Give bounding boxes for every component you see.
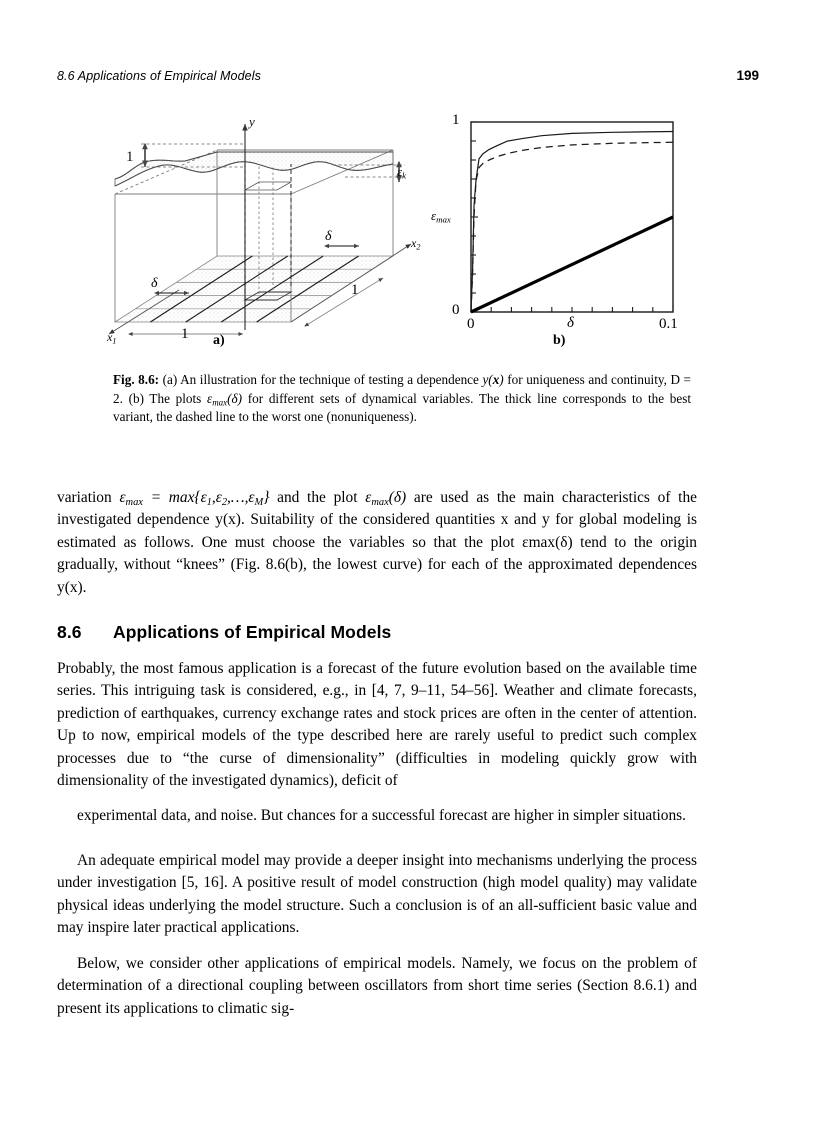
running-head [57, 68, 759, 83]
figure-caption-part-1: (a) An illustration for the technique of testing a dependence [159, 372, 483, 387]
x-tick-label-right: 0.1 [659, 316, 678, 332]
axis-label-x2: $x_2$ [411, 236, 421, 252]
y-tick-label-top: 1 [452, 112, 460, 128]
section-heading [57, 622, 697, 643]
annotation-delta-left: δ [151, 276, 158, 291]
subcaption-a: a) [213, 333, 225, 348]
y-axis-label-subscript: max [436, 214, 451, 225]
figure-caption-label: Fig. 8.6: [113, 372, 160, 387]
figure-8-6 [57, 104, 759, 354]
axis-label-x1: $x_1$ [107, 330, 117, 346]
figure-panel-b [425, 104, 715, 354]
paragraph-1-mid: and the plot [269, 489, 366, 506]
paragraph-5-block [57, 953, 697, 1020]
page-number: 199 [736, 68, 759, 83]
paragraph-2: Probably, the most famous application is a forecast of the future evolution based on the available time series. This intriguing task is considered, e.g., in [4, 7, 9–11, 54–56]. Weather and climate forecasts, prediction of earthquakes, currency exchange rates and stock prices are often in the center of attention. Up to now, empirical models of the type described here are rarely useful to predict such complex processes due to “the curse of dimensionality” (difficulties in modeling quickly grow with dimensionality of the investigated dynamics), deficit of [57, 660, 697, 790]
section-title: Applications of Empirical Models [113, 622, 392, 642]
paragraph-2-block [57, 658, 697, 792]
paragraph-4-block [57, 850, 697, 940]
figure-caption-math-yx: y(x) [482, 372, 504, 387]
x-tick-label-left: 0 [467, 316, 475, 332]
paragraph-1-lead: variation [57, 489, 120, 506]
y-tick-label-bottom: 0 [452, 302, 460, 318]
epsilon-k-subscript: k [402, 170, 407, 181]
paragraph-4: An adequate empirical model may provide a deeper insight into mechanisms underlying the process under investigation [5, 16]. A positive result of model construction (high model quality) may validate physical ideas underlying the model structure. Such a conclusion is of an all-sufficient basic value and may inspire later practical applications. [57, 852, 697, 937]
section-heading-block [57, 622, 697, 643]
paragraph-3: experimental data, and noise. But chances for a successful forecast are higher in simpler situations. [77, 807, 687, 824]
paragraph-3-block [57, 805, 697, 827]
figure-caption-part-2: for uniqueness and continuity, D = 2. (b) The plots [113, 372, 691, 406]
paragraph-1-math-2: $\varepsilon_{max}(\delta)$ [365, 489, 407, 508]
subcaption-b: b) [553, 333, 566, 348]
y-axis-label: $\varepsilon_{max}$ [431, 208, 451, 225]
figure-caption-math-epsdelta: $\varepsilon_{max}(\delta)$ [206, 390, 243, 408]
running-head-title: 8.6 Applications of Empirical Models [57, 69, 261, 83]
x-axis-label: δ [567, 315, 574, 331]
annotation-delta-right: δ [325, 229, 332, 244]
annotation-unit-front: 1 [181, 326, 189, 342]
paragraph-1-rest: are used as the main characteristics of the investigated dependence y(x). Suitability of the considered quantities x and y for global modeling is estimated as follows. One must choose the variables so that the plot εmax(δ) tend to the origin gradually, without “knees” (Fig. 8.6(b), the lowest curve) for each of the approximated dependences y(x). [57, 489, 697, 596]
paragraph-1 [57, 487, 697, 599]
annotation-epsilon-k: $\varepsilon_k$ [397, 164, 407, 181]
3d-illustration-svg [93, 104, 433, 354]
paragraph-1-block [57, 487, 697, 599]
figure-panel-a [93, 104, 433, 354]
annotation-unit-right: 1 [351, 282, 359, 298]
figure-caption-part-3: for different sets of dynamical variables. The thick line corresponds to the best variant, the dashed line to the worst one (nonuniqueness). [113, 390, 691, 425]
annotation-unit-top: 1 [126, 149, 134, 165]
section-number: 8.6 [57, 622, 82, 642]
figure-caption [113, 371, 691, 427]
paragraph-5: Below, we consider other applications of empirical models. Namely, we focus on the problem of determination of a directional coupling between oscillators from short time series (Section 8.6.1) and present its applications to climatic sig- [57, 955, 697, 1017]
axis-label-y: y [249, 114, 255, 129]
paragraph-1-math-1: $\varepsilon_{max}$ = $\max\{\varepsilon_1,\varepsilon_2,\dots,\varepsilon_M\}$ [119, 489, 270, 508]
